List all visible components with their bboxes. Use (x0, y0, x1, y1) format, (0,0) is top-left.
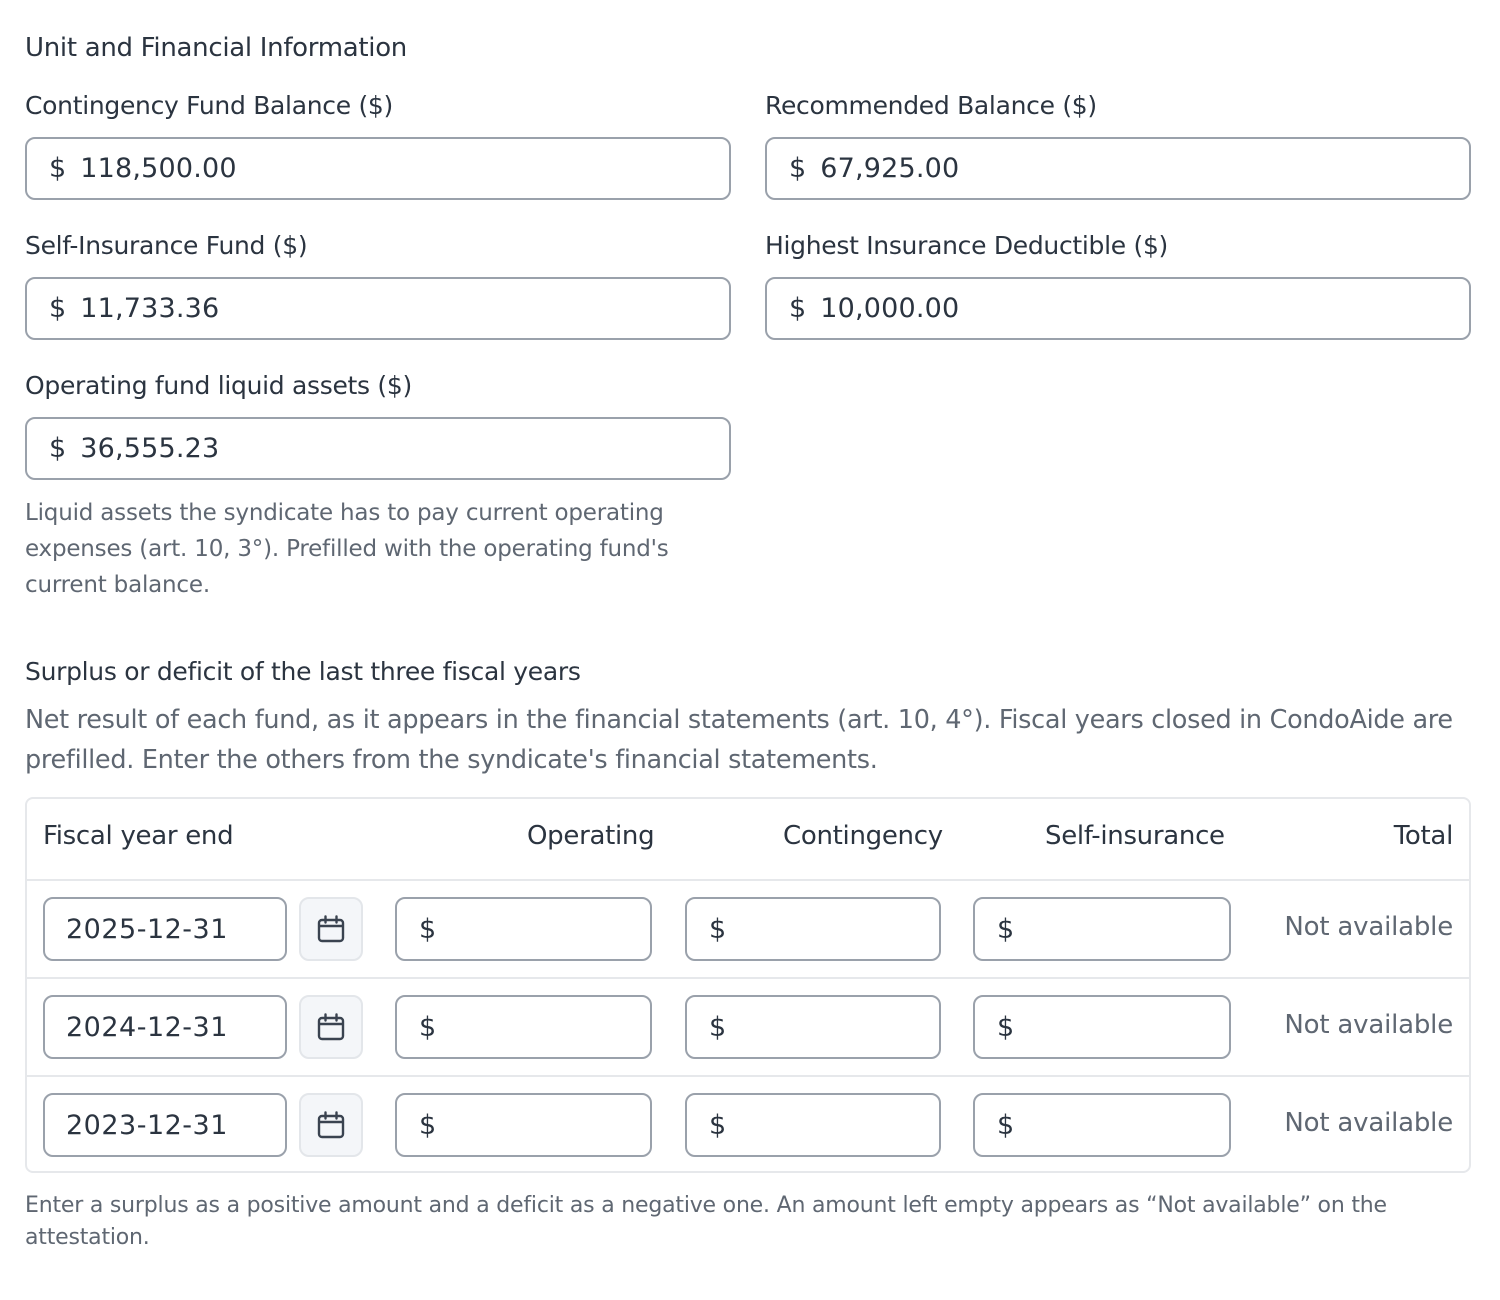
recommended-balance-input[interactable] (765, 137, 1471, 200)
highest-deductible-input[interactable] (765, 277, 1471, 340)
currency-symbol: $ (49, 293, 67, 324)
operating-amount-input[interactable] (395, 995, 652, 1059)
highest-deductible-label: Highest Insurance Deductible ($) (765, 231, 1169, 260)
self-insurance-fund-input[interactable] (25, 277, 731, 340)
column-header-total: Total (1393, 821, 1453, 851)
help-line: current balance. (25, 572, 210, 598)
operating-amount-input[interactable] (395, 1093, 652, 1157)
fiscal-year-end-input[interactable]: 2025-12-31 (43, 897, 287, 961)
currency-symbol: $ (709, 1011, 727, 1043)
row-divider (27, 1075, 1469, 1077)
total-value: Not available (1284, 912, 1453, 942)
calendar-button[interactable] (299, 995, 363, 1059)
self-insurance-amount-input[interactable] (973, 897, 1231, 961)
description-line: prefilled. Enter the others from the syndicate's financial statements. (25, 745, 878, 775)
operating-liquid-help (25, 495, 669, 603)
row-divider (27, 879, 1469, 881)
currency-symbol: $ (789, 153, 807, 184)
column-header-operating: Operating (527, 821, 655, 851)
total-value: Not available (1284, 1010, 1453, 1040)
highest-deductible-value: 10,000.00 (820, 293, 960, 324)
operating-liquid-input[interactable] (25, 417, 731, 480)
currency-symbol: $ (709, 1109, 727, 1141)
currency-symbol: $ (997, 1011, 1015, 1043)
fiscal-years-footer-help (25, 1190, 1387, 1254)
footer-line: Enter a surplus as a positive amount and a deficit as a negative one. An amount left empty appears as “Not available” on the (25, 1193, 1387, 1218)
calendar-icon (316, 914, 346, 944)
contingency-amount-input[interactable] (685, 897, 941, 961)
currency-symbol: $ (49, 153, 67, 184)
self-insurance-fund-label: Self-Insurance Fund ($) (25, 231, 308, 260)
fiscal-year-end-input[interactable]: 2024-12-31 (43, 995, 287, 1059)
currency-symbol: $ (789, 293, 807, 324)
contingency-amount-input[interactable] (685, 995, 941, 1059)
calendar-button[interactable] (299, 897, 363, 961)
fiscal-year-end-input[interactable]: 2023-12-31 (43, 1093, 287, 1157)
currency-symbol: $ (419, 1011, 437, 1043)
column-header-fiscal-year-end: Fiscal year end (43, 821, 234, 851)
fiscal-years-title: Surplus or deficit of the last three fiscal years (25, 657, 581, 686)
recommended-balance-label: Recommended Balance ($) (765, 91, 1097, 120)
operating-liquid-value: 36,555.23 (80, 433, 220, 464)
operating-amount-input[interactable] (395, 897, 652, 961)
operating-liquid-label: Operating fund liquid assets ($) (25, 371, 412, 400)
column-header-contingency: Contingency (783, 821, 943, 851)
recommended-balance-value: 67,925.00 (820, 153, 960, 184)
self-insurance-amount-input[interactable] (973, 995, 1231, 1059)
self-insurance-amount-input[interactable] (973, 1093, 1231, 1157)
footer-line: attestation. (25, 1225, 150, 1250)
description-line: Net result of each fund, as it appears in the financial statements (art. 10, 4°). Fiscal years closed in CondoAide are (25, 705, 1453, 735)
fiscal-years-description (25, 700, 1453, 780)
currency-symbol: $ (419, 1109, 437, 1141)
contingency-fund-input[interactable] (25, 137, 731, 200)
calendar-icon (316, 1110, 346, 1140)
total-value: Not available (1284, 1108, 1453, 1138)
help-line: expenses (art. 10, 3°). Prefilled with the operating fund's (25, 536, 669, 562)
fiscal-years-table (25, 797, 1471, 1173)
section-title-unit-financial: Unit and Financial Information (25, 33, 407, 63)
calendar-icon (316, 1012, 346, 1042)
currency-symbol: $ (49, 433, 67, 464)
help-line: Liquid assets the syndicate has to pay current operating (25, 500, 664, 526)
currency-symbol: $ (709, 913, 727, 945)
contingency-amount-input[interactable] (685, 1093, 941, 1157)
row-divider (27, 977, 1469, 979)
self-insurance-fund-value: 11,733.36 (80, 293, 220, 324)
currency-symbol: $ (419, 913, 437, 945)
currency-symbol: $ (997, 1109, 1015, 1141)
currency-symbol: $ (997, 913, 1015, 945)
contingency-fund-value: 118,500.00 (80, 153, 237, 184)
column-header-self-insurance: Self-insurance (1045, 821, 1225, 851)
calendar-button[interactable] (299, 1093, 363, 1157)
contingency-fund-label: Contingency Fund Balance ($) (25, 91, 393, 120)
